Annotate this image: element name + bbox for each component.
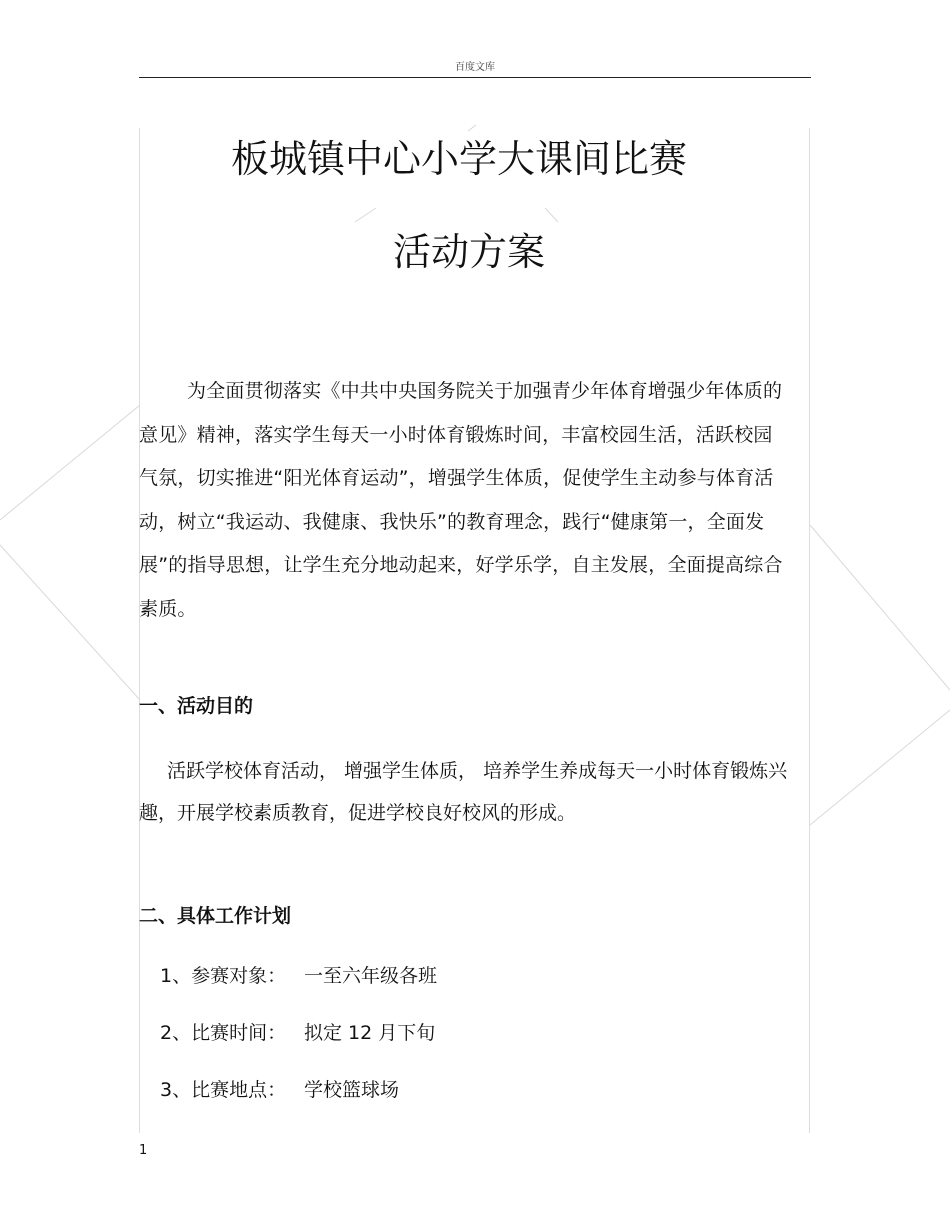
section-heading-purpose: 一、活动目的 (139, 695, 254, 717)
document-title-line2: 活动方案 (392, 230, 545, 274)
plan-item-value: 一至六年级各班 (304, 965, 438, 987)
plan-item-value: 拟定 12 月下旬 (304, 1022, 436, 1044)
plan-item-label: 1、参赛对象： (160, 965, 287, 987)
document-title-line1: 板城镇中心小学大课间比赛 (230, 137, 687, 181)
page-number: 1 (139, 1143, 148, 1158)
right-margin-line (809, 128, 810, 1133)
page-header: 百度文库 (455, 62, 495, 73)
plan-item-label: 3、比赛地点： (160, 1079, 287, 1101)
header-divider (139, 77, 811, 78)
plan-item-participants (160, 967, 437, 986)
purpose-paragraph: 活跃学校体育活动， 增强学生体质， 培养学生养成每天一小时体育锻炼兴趣，开展学校素质教育，促进学校良好校风的形成。 (139, 760, 788, 824)
intro-paragraph: 为全面贯彻落实《中共中央国务院关于加强青少年体育增强少年体质的意见》精神，落实学生每天一小时体育锻炼时间，丰富校园生活，活跃校园气氛，切实推进“阳光体育运动”，增强学生体质，促使学生主动参与体育活动，树立“我运动、我健康、我快乐”的教育理念，践行“健康第一，全面发展”的指导思想，让学生充分地动起来，好学乐学，自主发展，全面提高综合素质。 (139, 380, 783, 620)
plan-item-label: 2、比赛时间： (160, 1022, 287, 1044)
plan-item-value: 学校篮球场 (304, 1079, 400, 1101)
section-heading-plan: 二、具体工作计划 (139, 905, 292, 927)
plan-item-time (160, 1024, 435, 1043)
plan-item-location (160, 1081, 399, 1100)
